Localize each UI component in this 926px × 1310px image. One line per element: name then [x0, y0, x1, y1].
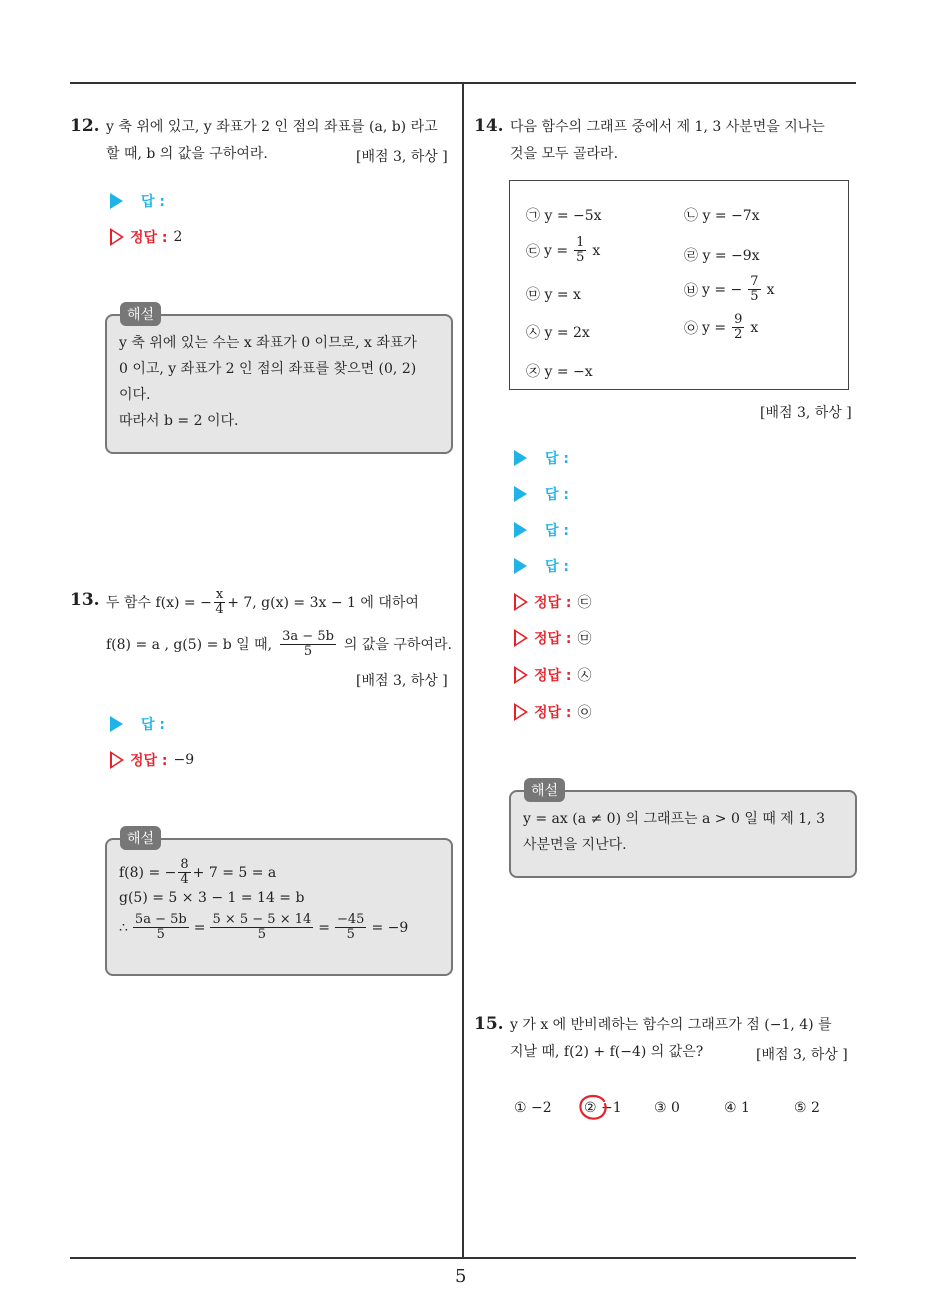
q14-text-line2: 것을 모두 골라라. — [510, 146, 619, 162]
q13-number: 13. — [70, 590, 100, 610]
column-divider — [462, 82, 464, 1258]
q14-option-1 — [526, 205, 602, 225]
q15-number: 15. — [474, 1014, 504, 1034]
q14-option-3-expr-b: x — [592, 242, 601, 259]
q13-line2-a: f(8) = a , g(5) = b 일 때, — [106, 636, 273, 653]
q13-answer-row[interactable] — [110, 714, 165, 734]
q14-correct-value-1: ㉢ — [577, 595, 592, 611]
q12-solution-line3: 이다. — [119, 387, 151, 403]
q14-option-8-mark: ㉧ — [684, 320, 698, 337]
q14-answer-arrow-icon — [514, 558, 527, 574]
q14-option-6-den: 5 — [750, 289, 759, 304]
q13-sol1-den: 4 — [180, 872, 189, 887]
q14-option-9-expr: y = −x — [544, 364, 593, 380]
q14-correct-row-4 — [514, 702, 592, 722]
q12-solution-line4: 따라서 b = 2 이다. — [119, 413, 239, 429]
q14-solution-line1: y = ax (a ≠ 0) 의 그래프는 a > 0 일 때 제 1, 3 — [523, 811, 825, 827]
q13-solution-line1 — [119, 858, 439, 887]
q14-option-2-mark: ㉡ — [684, 208, 698, 224]
q12-correct-row — [110, 227, 182, 247]
q14-option-6-expr-a: y = − — [702, 281, 743, 298]
q13-line2-b: 의 값을 구하여라. — [343, 636, 452, 653]
q14-correct-arrow-icon — [514, 629, 528, 647]
q14-option-4-mark: ㉣ — [684, 248, 698, 264]
q12-correct-value: 2 — [173, 229, 183, 245]
q13-solution-tag: 해설 — [120, 826, 161, 850]
q14-correct-label-2: 정답 : — [534, 631, 572, 647]
q14-option-3 — [526, 236, 600, 265]
q14-option-6-expr-b: x — [766, 281, 775, 298]
q13-answer-label: 답 : — [141, 717, 165, 733]
q13-points: [배점 3, 하상 ] — [356, 673, 448, 689]
bottom-rule — [70, 1257, 856, 1259]
q14-option-3-den: 5 — [576, 250, 585, 265]
q14-option-8-expr-b: x — [750, 319, 759, 336]
q13-sol3-d2: 5 — [257, 927, 266, 942]
q13-line1-b: + 7, g(x) = 3x − 1 에 대하여 — [227, 594, 419, 611]
q14-answer-arrow-icon — [514, 450, 527, 466]
q14-correct-value-2: ㉤ — [577, 631, 592, 647]
q12-answer-arrow-icon — [110, 193, 123, 209]
q14-option-6-num: 7 — [750, 274, 759, 289]
q13-correct-value: −9 — [173, 752, 195, 768]
q14-correct-label-1: 정답 : — [534, 595, 572, 611]
q13-sol3-frac1 — [133, 913, 189, 942]
q13-sol3-b: = −9 — [371, 919, 409, 936]
q14-answer-arrow-icon — [514, 522, 527, 538]
q14-correct-label-3: 정답 : — [534, 668, 572, 684]
q13-frac-num: x — [215, 587, 224, 602]
q14-option-1-expr: y = −5x — [544, 208, 602, 224]
q13-solution-line2: g(5) = 5 × 3 − 1 = 14 = b — [119, 890, 305, 906]
q13-sol3-d1: 5 — [156, 927, 165, 942]
q14-option-8-frac — [732, 313, 744, 342]
q14-solution-tag: 해설 — [524, 778, 565, 802]
q12-answer-label: 답 : — [141, 194, 165, 210]
q14-answer-arrow-icon — [514, 486, 527, 502]
q14-answer-row-2[interactable] — [514, 484, 569, 504]
q14-correct-label-4: 정답 : — [534, 705, 572, 721]
q14-option-9-mark: ㉨ — [526, 364, 540, 380]
q15-points: [배점 3, 하상 ] — [756, 1047, 848, 1063]
q13-line2-fraction — [280, 630, 336, 659]
q13-text-line1 — [106, 588, 419, 617]
q14-option-8 — [684, 313, 758, 342]
q13-frac2-den: 5 — [303, 644, 313, 659]
q15-text-line2: 지날 때, f(2) + f(−4) 의 값은? — [510, 1044, 704, 1060]
q13-sol1-num: 8 — [180, 857, 189, 872]
q12-number: 12. — [70, 116, 100, 136]
q14-option-4-expr: y = −9x — [702, 248, 760, 264]
q14-points: [배점 3, 하상 ] — [760, 405, 852, 421]
q14-option-6-frac — [748, 275, 760, 304]
q12-answer-row[interactable] — [110, 191, 165, 211]
q14-answer-label-3: 답 : — [545, 523, 569, 539]
q14-option-6 — [684, 275, 774, 304]
q13-sol3-frac3 — [335, 913, 366, 942]
q14-option-8-expr-a: y = — [702, 319, 727, 336]
q14-option-5 — [526, 284, 581, 304]
page-number: 5 — [455, 1266, 467, 1287]
q12-text-line1: y 축 위에 있고, y 좌표가 2 인 점의 좌표를 (a, b) 라고 — [106, 119, 438, 135]
q13-answer-arrow-icon — [110, 716, 123, 732]
q15-choice-4[interactable]: ④ 1 — [724, 1100, 750, 1116]
q14-option-3-frac — [574, 236, 586, 265]
q12-points: [배점 3, 하상 ] — [356, 149, 448, 165]
q14-correct-value-4: ㉧ — [577, 705, 592, 721]
q13-sol1-a: f(8) = − — [119, 864, 177, 881]
q14-correct-value-3: ㉦ — [577, 668, 592, 684]
q14-option-7 — [526, 322, 590, 342]
q12-solution-line2: 0 이고, y 좌표가 2 인 점의 좌표를 찾으면 (0, 2) — [119, 361, 417, 377]
q14-correct-arrow-icon — [514, 666, 528, 684]
q12-correct-label: 정답 : — [130, 230, 168, 246]
q13-text-line2 — [106, 630, 452, 659]
q14-correct-row-1 — [514, 592, 592, 612]
q14-option-2 — [684, 205, 760, 225]
q14-correct-arrow-icon — [514, 593, 528, 611]
q13-correct-label: 정답 : — [130, 753, 168, 769]
q15-choice-2[interactable]: ② −1 — [584, 1100, 622, 1116]
q13-sol3-d3: 5 — [346, 927, 355, 942]
q13-sol3-n3: −45 — [337, 912, 365, 927]
q15-text-line1: y 가 x 에 반비례하는 함수의 그래프가 점 (−1, 4) 를 — [510, 1017, 832, 1033]
q13-sol3-n1: 5a − 5b — [134, 912, 187, 927]
q13-line1-fraction — [214, 588, 225, 617]
q14-text-line1: 다음 함수의 그래프 중에서 제 1, 3 사분면을 지나는 — [510, 119, 825, 135]
q14-number: 14. — [474, 116, 504, 136]
q14-option-1-mark: ㉠ — [526, 208, 540, 224]
q15-choice-1[interactable]: ① −2 — [514, 1100, 552, 1116]
q15-choice-5[interactable]: ⑤ 2 — [794, 1100, 820, 1116]
q14-correct-row-3 — [514, 665, 592, 685]
q13-frac2-num: 3a − 5b — [282, 629, 334, 644]
q13-line1-a: 두 함수 f(x) = − — [106, 594, 212, 611]
q13-sol1-frac — [178, 858, 190, 887]
q12-solution-line1: y 축 위에 있는 수는 x 좌표가 0 이므로, x 좌표가 — [119, 335, 417, 351]
q13-sol3-eq2: = — [318, 919, 330, 936]
q14-option-9 — [526, 361, 593, 381]
q14-option-3-expr-a: y = — [544, 242, 569, 259]
q14-answer-row-4[interactable] — [514, 556, 569, 576]
q13-sol3-therefore: ∴ — [119, 919, 128, 936]
q14-option-6-mark: ㉥ — [684, 282, 698, 299]
q14-option-5-expr: y = x — [544, 287, 581, 303]
q13-frac-den: 4 — [215, 602, 224, 617]
q12-text-line2: 할 때, b 의 값을 구하여라. — [106, 146, 268, 162]
q13-correct-row — [110, 750, 194, 770]
q14-option-3-mark: ㉢ — [526, 243, 540, 260]
q14-correct-row-2 — [514, 628, 592, 648]
q14-correct-arrow-icon — [514, 703, 528, 721]
q14-answer-label-2: 답 : — [545, 487, 569, 503]
q13-solution-line3 — [119, 913, 439, 942]
q12-correct-arrow-icon — [110, 228, 124, 246]
q14-option-5-mark: ㉤ — [526, 287, 540, 303]
q14-option-2-expr: y = −7x — [702, 208, 760, 224]
q12-solution-tag: 해설 — [120, 302, 161, 326]
q14-answer-label-4: 답 : — [545, 559, 569, 575]
q15-marked-circle-icon — [576, 1093, 610, 1123]
q14-option-3-num: 1 — [576, 235, 585, 250]
q14-solution-line2: 사분면을 지난다. — [523, 837, 627, 853]
q14-answer-row-1[interactable] — [514, 448, 569, 468]
q15-choice-3[interactable]: ③ 0 — [654, 1100, 680, 1116]
q14-answer-row-3[interactable] — [514, 520, 569, 540]
q14-option-8-num: 9 — [734, 312, 743, 327]
q13-sol1-b: + 7 = 5 = a — [192, 864, 277, 881]
q14-option-4 — [684, 245, 760, 265]
q13-correct-arrow-icon — [110, 751, 124, 769]
q14-option-8-den: 2 — [734, 327, 743, 342]
q14-option-7-mark: ㉦ — [526, 325, 540, 341]
q14-answer-label-1: 답 : — [545, 451, 569, 467]
q12-solution-box — [105, 314, 453, 454]
q14-option-7-expr: y = 2x — [544, 325, 590, 341]
q14-solution-box — [509, 790, 857, 878]
q13-sol3-eq1: = — [193, 919, 206, 936]
q13-sol3-n2: 5 × 5 − 5 × 14 — [212, 912, 312, 927]
q13-sol3-frac2 — [210, 913, 313, 942]
q13-solution-box — [105, 838, 453, 976]
